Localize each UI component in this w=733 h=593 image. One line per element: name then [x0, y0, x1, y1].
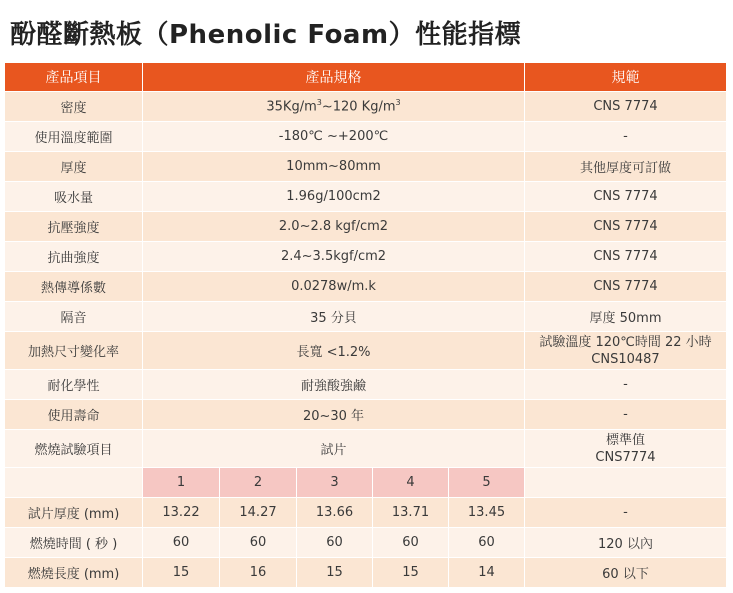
value-cell: 13.71 [373, 498, 449, 528]
item-cell: 密度 [5, 92, 143, 122]
value-cell: 13.66 [297, 498, 373, 528]
standard-cell: - [525, 400, 727, 430]
density-exp: 3 [316, 98, 322, 108]
value-cell: 60 [449, 528, 525, 558]
standard-cell: - [525, 370, 727, 400]
header-standard: 規範 [525, 63, 727, 92]
standard-cell: 其他厚度可訂做 [525, 152, 727, 182]
header-row [5, 63, 727, 92]
sample-number: 3 [297, 468, 373, 498]
table-row [5, 272, 727, 302]
value-cell: 13.45 [449, 498, 525, 528]
header-spec: 產品規格 [143, 63, 525, 92]
value-cell: 14 [449, 558, 525, 588]
value-cell: 60 [373, 528, 449, 558]
blank-cell [525, 468, 727, 498]
table-row [5, 92, 727, 122]
value-cell: 15 [143, 558, 220, 588]
table-row [5, 332, 727, 370]
item-cell: 試片厚度 (mm) [5, 498, 143, 528]
value-cell: 60 [220, 528, 297, 558]
spec-cell: 0.0278w/m.k [143, 272, 525, 302]
spec-cell: 2.4~3.5kgf/cm2 [143, 242, 525, 272]
value-cell: 60 [297, 528, 373, 558]
table-row [5, 400, 727, 430]
sample-number: 4 [373, 468, 449, 498]
burn-time-row [5, 528, 727, 558]
value-cell: 15 [297, 558, 373, 588]
standard-cell: CNS 7774 [525, 272, 727, 302]
sample-number: 2 [220, 468, 297, 498]
standard-line: 試驗溫度 120℃時間 22 小時 [539, 334, 712, 350]
table-row [5, 182, 727, 212]
burn-length-row [5, 558, 727, 588]
sample-number-row [5, 468, 727, 498]
value-cell: 60 [143, 528, 220, 558]
value-cell: 16 [220, 558, 297, 588]
spec-cell: 長寬 <1.2% [143, 332, 525, 370]
sample-number: 1 [143, 468, 220, 498]
spec-cell: -180℃ ~+200℃ [143, 122, 525, 152]
item-cell: 加熱尺寸變化率 [5, 332, 143, 370]
item-cell: 抗曲強度 [5, 242, 143, 272]
spec-cell [143, 92, 525, 122]
item-cell: 燃燒時間 ( 秒 ) [5, 528, 143, 558]
standard-line: CNS10487 [591, 351, 660, 367]
density-low: 35Kg/m [266, 99, 317, 115]
item-cell: 吸水量 [5, 182, 143, 212]
standard-cell: 厚度 50mm [525, 302, 727, 332]
spec-cell: 10mm~80mm [143, 152, 525, 182]
standard-cell: - [525, 122, 727, 152]
value-cell: 15 [373, 558, 449, 588]
page-title: 酚醛斷熱板（Phenolic Foam）性能指標 [10, 20, 522, 50]
standard-line: 標準值 [605, 432, 645, 448]
standard-cell: 120 以內 [525, 528, 727, 558]
spec-cell: 35 分貝 [143, 302, 525, 332]
spec-cell: 試片 [143, 430, 525, 468]
item-cell: 燃燒試驗項目 [5, 430, 143, 468]
burn-test-row [5, 430, 727, 468]
spec-table [4, 62, 727, 588]
table-row [5, 370, 727, 400]
table-row [5, 212, 727, 242]
standard-cell: 60 以下 [525, 558, 727, 588]
spec-cell: 1.96g/100cm2 [143, 182, 525, 212]
spec-cell: 耐強酸強鹼 [143, 370, 525, 400]
spec-cell: 20~30 年 [143, 400, 525, 430]
header-item: 產品項目 [5, 63, 143, 92]
table-row [5, 152, 727, 182]
sample-number: 5 [449, 468, 525, 498]
value-cell: 13.22 [143, 498, 220, 528]
standard-cell: CNS 7774 [525, 212, 727, 242]
item-cell: 熱傳導係數 [5, 272, 143, 302]
standard-cell: CNS 7774 [525, 92, 727, 122]
standard-cell: CNS 7774 [525, 242, 727, 272]
standard-cell: - [525, 498, 727, 528]
item-cell: 耐化學性 [5, 370, 143, 400]
density-exp: 3 [395, 98, 401, 108]
standard-cell [525, 430, 727, 468]
density-high: ~120 Kg/m [321, 99, 396, 115]
standard-cell [525, 332, 727, 370]
item-cell: 隔音 [5, 302, 143, 332]
spec-cell: 2.0~2.8 kgf/cm2 [143, 212, 525, 242]
standard-line: CNS7774 [595, 449, 656, 465]
thickness-row [5, 498, 727, 528]
table-row [5, 122, 727, 152]
table-row [5, 302, 727, 332]
blank-cell [5, 468, 143, 498]
item-cell: 厚度 [5, 152, 143, 182]
item-cell: 燃燒長度 (mm) [5, 558, 143, 588]
standard-cell: CNS 7774 [525, 182, 727, 212]
item-cell: 使用溫度範圍 [5, 122, 143, 152]
item-cell: 抗壓強度 [5, 212, 143, 242]
table-row [5, 242, 727, 272]
item-cell: 使用壽命 [5, 400, 143, 430]
value-cell: 14.27 [220, 498, 297, 528]
